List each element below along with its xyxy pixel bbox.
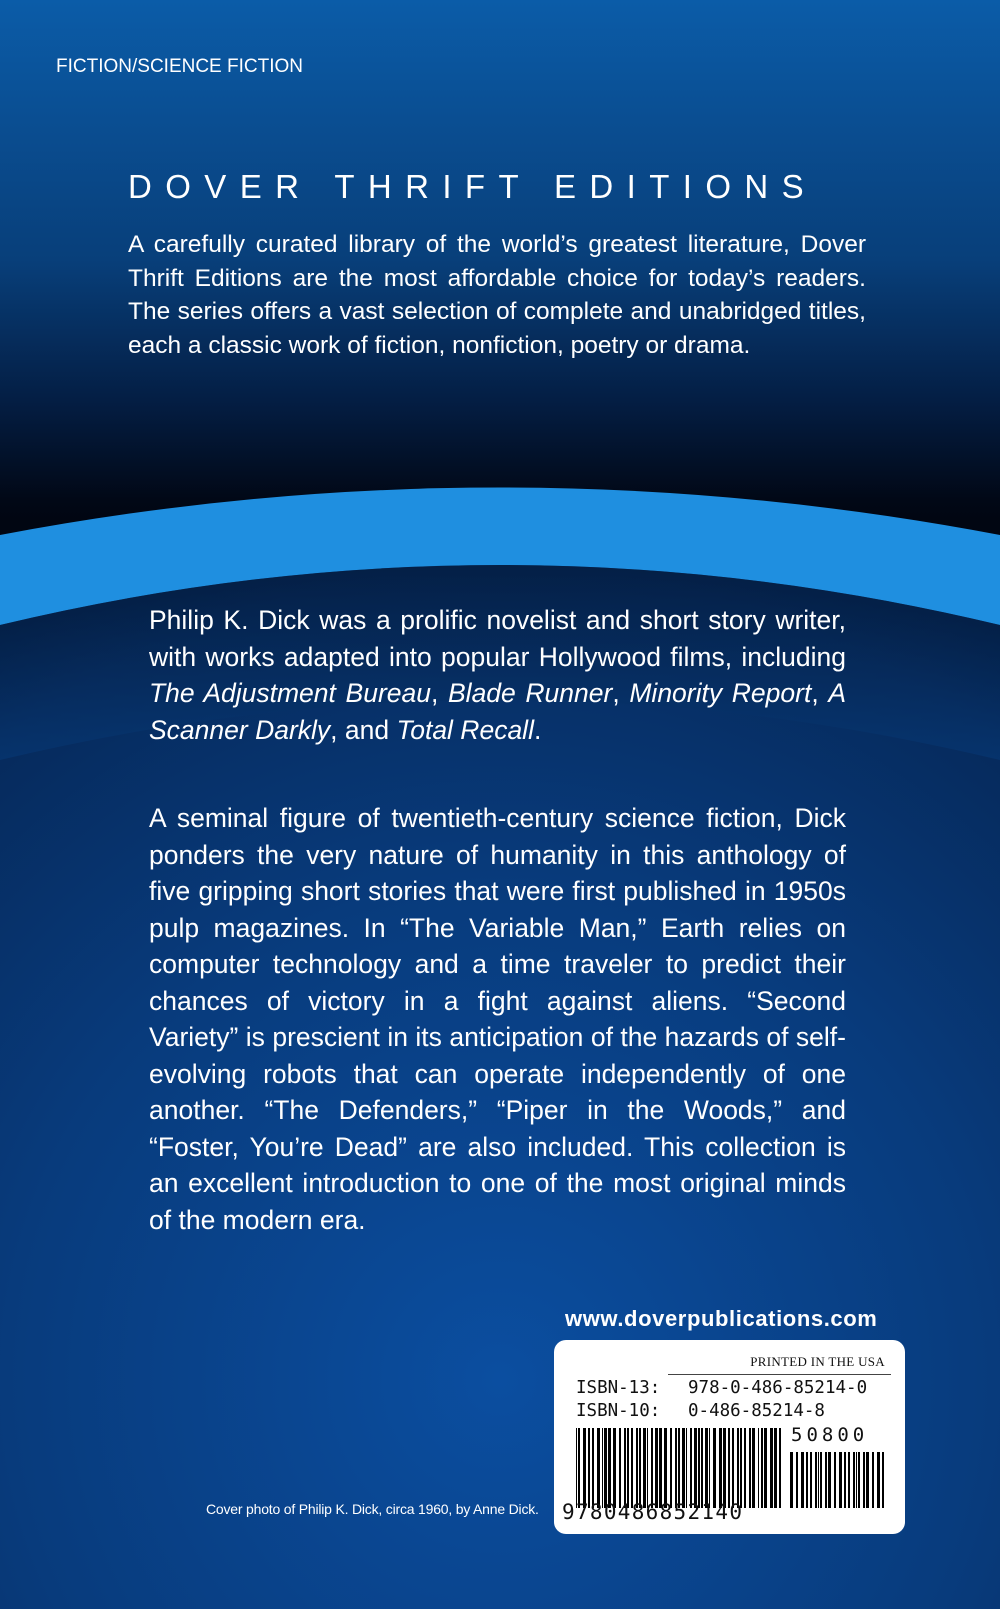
barcode-bar [690, 1428, 692, 1508]
divider [668, 1374, 891, 1375]
barcode-bar [728, 1428, 730, 1508]
series-description: A carefully curated library of the world’s greatest literature, Dover Thrift Editions are the most affordable choice for today’s readers. The series offers a vast selection of complete and unabridged titles, each a classic work of fiction, nonfiction, poetry or drama. [128, 231, 866, 359]
barcode-bar [872, 1452, 874, 1508]
film-title: Total Recall [396, 714, 534, 745]
barcode-bar [810, 1452, 812, 1508]
publisher-website[interactable]: www.doverpublications.com [565, 1306, 878, 1331]
barcode-bar [856, 1452, 857, 1508]
series-title: DOVER THRIFT EDITIONS [128, 168, 818, 205]
barcode-bar [578, 1428, 580, 1508]
isbn-10-line: ISBN-10: 0-486-85214-8 [576, 1401, 825, 1421]
barcode-bar [752, 1428, 755, 1508]
barcode-bar [779, 1428, 781, 1508]
barcode-bar [588, 1428, 590, 1508]
barcode-bar [825, 1452, 827, 1508]
barcode-bar [764, 1428, 767, 1508]
film-title: A Scanner Darkly [149, 678, 847, 745]
barcode-bar [664, 1428, 667, 1508]
barcode-bar [682, 1428, 685, 1508]
barcode-bar [639, 1428, 641, 1508]
ean-barcode [576, 1428, 782, 1508]
barcode-bar [631, 1428, 633, 1508]
barcode-bar [636, 1428, 638, 1508]
barcode-bar [815, 1452, 817, 1508]
barcode-bar [613, 1428, 616, 1508]
barcode-bar [866, 1452, 869, 1508]
addon-barcode [790, 1452, 890, 1508]
barcode-bar [758, 1428, 759, 1508]
barcode-bar [698, 1428, 700, 1508]
barcode-bar [583, 1428, 586, 1508]
barcode-bar [608, 1428, 611, 1508]
barcode-bar [655, 1428, 658, 1508]
barcode-bar [705, 1428, 708, 1508]
barcode-bar [670, 1428, 672, 1508]
barcode-bar [834, 1452, 836, 1508]
barcode-bar [643, 1428, 646, 1508]
barcode-bar [882, 1452, 884, 1508]
barcode-bar [828, 1452, 831, 1508]
barcode-bar [848, 1452, 850, 1508]
barcode-bar [801, 1452, 804, 1508]
barcode-bar [732, 1428, 734, 1508]
barcode-bar [839, 1452, 842, 1508]
barcode-bar [592, 1428, 594, 1508]
barcode-bar [858, 1452, 860, 1508]
film-title: The Adjustment Bureau [149, 678, 431, 708]
barcode-bar [761, 1428, 763, 1508]
barcode-bar [659, 1428, 662, 1508]
barcode-bar [678, 1428, 680, 1508]
printed-in-usa-label: PRINTED IN THE USA [750, 1354, 885, 1369]
barcode-bar [651, 1428, 653, 1508]
barcode-bar [877, 1452, 880, 1508]
genre-label: FICTION/SCIENCE FICTION [56, 56, 303, 77]
barcode-bar [701, 1428, 703, 1508]
barcode-bar [818, 1452, 819, 1508]
price-addon-digits: 50800 [791, 1424, 869, 1446]
barcode-bar [719, 1428, 722, 1508]
barcode-bar [853, 1452, 855, 1508]
barcode-bar [820, 1452, 822, 1508]
photo-credit: Cover photo of Philip K. Dick, circa 1960, by Anne Dick. [206, 1501, 539, 1517]
barcode-bar [749, 1428, 751, 1508]
film-title: Blade Runner [448, 678, 613, 708]
barcode-bar [686, 1428, 687, 1508]
ean-digits: 9780486852140 [562, 1500, 744, 1524]
isbn-13-line: ISBN-13: 978-0-486-85214-0 [576, 1378, 868, 1398]
barcode-bar [737, 1428, 739, 1508]
barcode-panel [554, 1340, 905, 1534]
isbn-13-value: 978-0-486-85214-0 [688, 1378, 868, 1398]
barcode-bar [602, 1428, 603, 1508]
barcode-bar [619, 1428, 621, 1508]
barcode-bar [709, 1428, 710, 1508]
barcode-bar [597, 1428, 600, 1508]
barcode-bar [863, 1452, 865, 1508]
barcode-bar [624, 1428, 626, 1508]
barcode-bar [604, 1428, 607, 1508]
barcode-bar [723, 1428, 726, 1508]
author-bio-paragraph: Philip K. Dick was a prolific novelist and short story writer, with works adapted into popular Hollywood films, including The Adjustment Bureau, Blade Runner, Minority Report, A Scanner Darkly, and Total Recall. [149, 605, 847, 745]
barcode-bar [796, 1452, 798, 1508]
book-description-paragraph: A seminal figure of twentieth-century science fiction, Dick ponders the very nature of humanity in this anthology of five gripping short stories that were first published in 1950s pulp magazines. In “The Variable Man,” Earth relies on computer technology and a time traveler to predict their chances of victory in a fight against aliens. “Second Variety” is prescient in its anticipation of the hazards of self-evolving robots that can operate independently of one another. “The Defenders,” “Piper in the Woods,” and “Foster, You’re Dead” are also included. This collection is an excellent introduction to one of the most original minds of the modern era. [149, 803, 846, 1235]
barcode-bar [713, 1428, 716, 1508]
barcode-bar [744, 1428, 746, 1508]
barcode-bar [576, 1428, 577, 1508]
barcode-bar [675, 1428, 677, 1508]
barcode-bar [774, 1428, 777, 1508]
barcode-bar [694, 1428, 697, 1508]
barcode-bar [740, 1428, 742, 1508]
film-title: Minority Report [629, 678, 812, 708]
barcode-bar [647, 1428, 648, 1508]
barcode-bar [790, 1452, 793, 1508]
isbn-10-value: 0-486-85214-8 [688, 1401, 825, 1421]
barcode-bar [627, 1428, 629, 1508]
barcode-bar [770, 1428, 773, 1508]
barcode-bar [806, 1452, 808, 1508]
barcode-bar [844, 1452, 846, 1508]
